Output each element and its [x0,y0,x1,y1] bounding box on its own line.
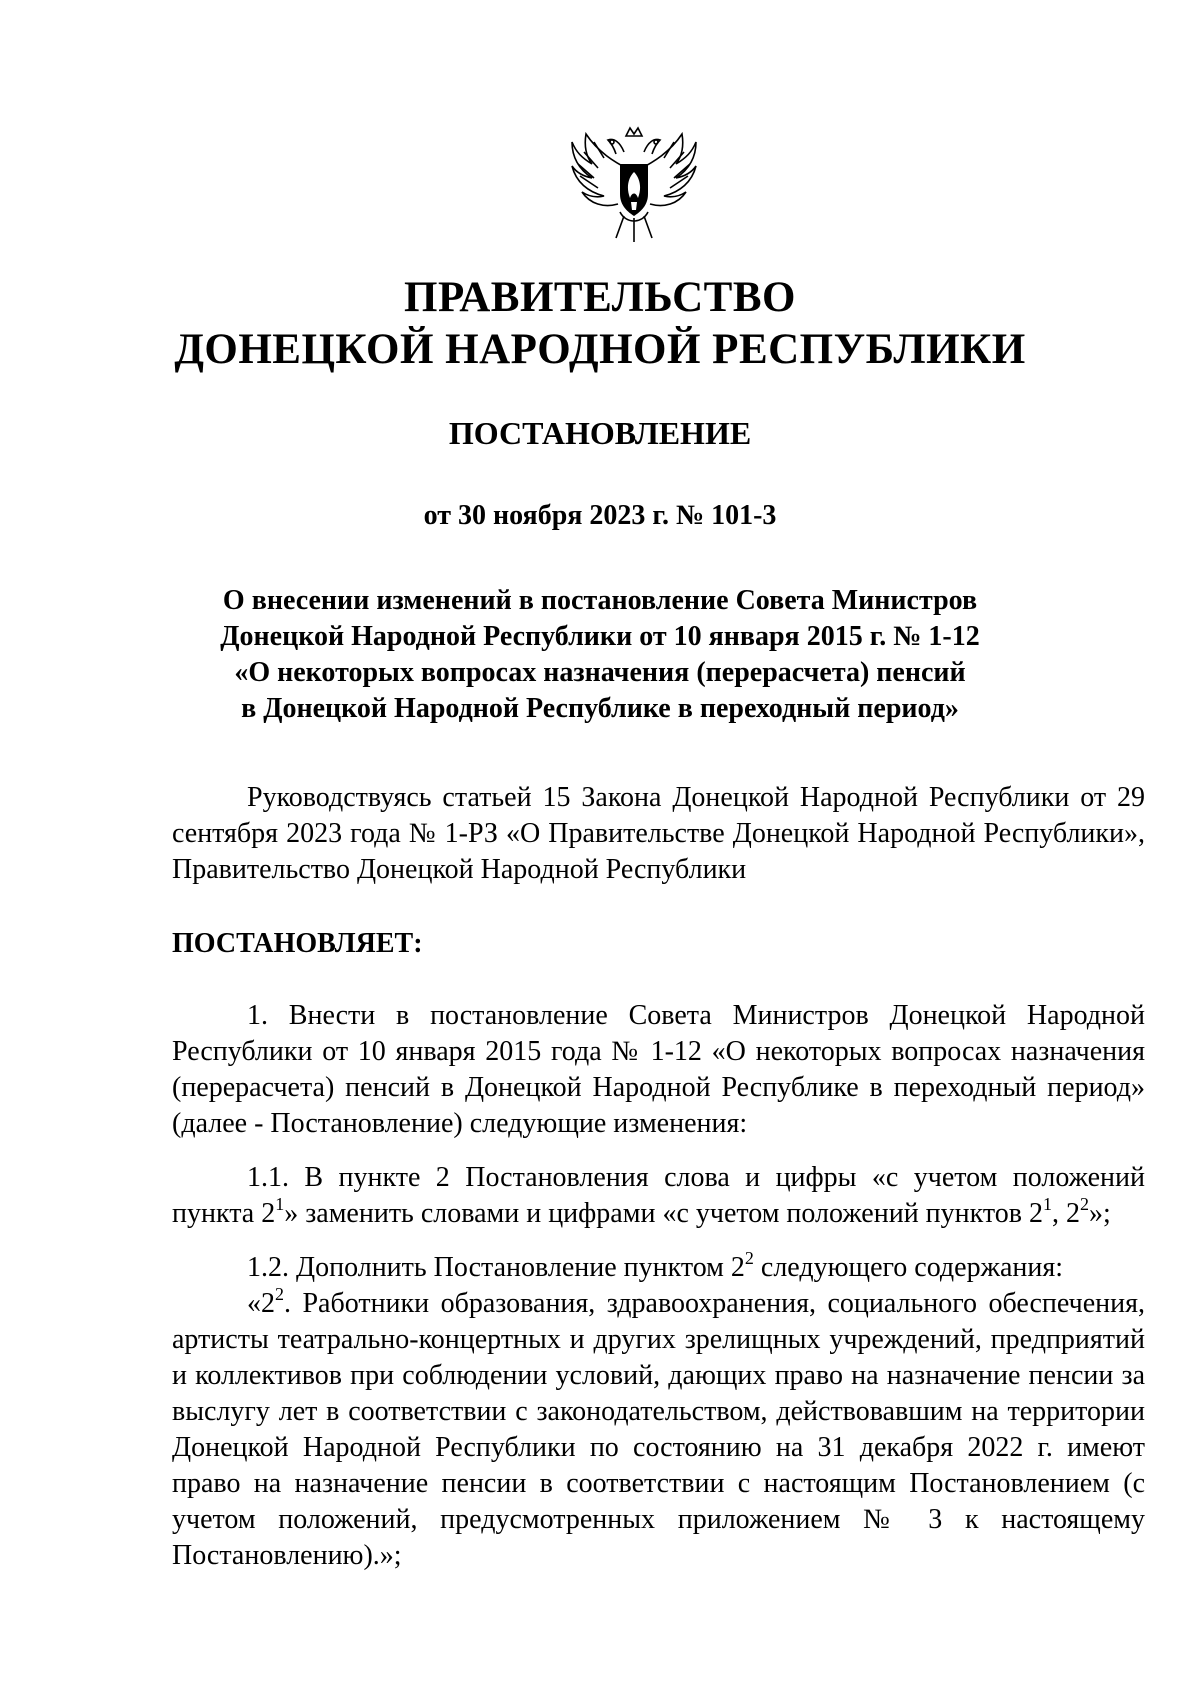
government-title-line-2: ДОНЕЦКОЙ НАРОДНОЙ РЕСПУБЛИКИ [174,326,1026,373]
paragraph-1-1-sup-c: 2 [1079,1194,1089,1214]
paragraph-1-2-intro [172,1250,1145,1286]
paragraph-2-2-quote [172,1286,1145,1574]
paragraph-1-2-sup-a: 2 [744,1248,754,1268]
quote-text: . Работники образования, здравоохранения, социального обеспечения, артисты театрально-концертных и других зрелищных учреждений, предприятий и коллективов при соблюдении условий, дающих право на назначение пенсии за выслугу лет в соответствии с законодательством, действовавшим на территории Донецкой Народной Республики по состоянию на 31 декабря 2022 г. имеют право на назначение пенсии в соответствии с настоящим Постановлением (с учетом положений, предусмотренных приложением № 3 к настоящему Постановлению).»; [172,1288,1145,1571]
subject-line-2: Донецкой Народной Республики от 10 января 2015 г. № 1-12 [220,621,980,652]
paragraph-1-1-sup-a: 1 [275,1194,285,1214]
document-type: ПОСТАНОВЛЕНИЕ [448,415,752,451]
subject-line-1: О внесении изменений в постановление Совета Министров [222,585,978,616]
document-subject [0,583,1200,727]
paragraph-1-1-text-a: 1.1. В пункте 2 Постановления слова и цифры «с учетом положений пункта 2 [172,1162,1145,1229]
coat-of-arms-emblem [564,112,704,252]
paragraph-1-2 [172,1250,1145,1574]
government-title-line-1: ПРАВИТЕЛЬСТВО [404,274,796,321]
subject-line-3: «О некоторых вопросах назначения (перерасчета) пенсий [234,657,966,688]
paragraph-1-1-sup-b: 1 [1042,1194,1052,1214]
decree-heading: ПОСТАНОВЛЯЕТ: [172,928,423,959]
preamble-paragraph: Руководствуясь статьей 15 Закона Донецкой Народной Республики от 29 сентября 2023 года № 1-РЗ «О Правительстве Донецкой Народной Республики», Правительство Донецкой Народной Республики [172,782,1145,885]
paragraph-1-2-text-a: 1.2. Дополнить Постановление пунктом 2 [247,1252,745,1283]
paragraph-1-1-text-d: »; [1088,1198,1111,1229]
paragraph-1-1-text-c: , 2 [1051,1198,1080,1229]
document-date-number: от 30 ноября 2023 г. № 101-3 [423,500,777,531]
government-title [0,272,1200,376]
paragraph-1: 1. Внести в постановление Совета Министров Донецкой Народной Республики от 10 января 2015 года № 1-12 «О некоторых вопросах назначения (перерасчета) пенсий в Донецкой Народной Республике в переходный период» (далее - Постановление) следующие изменения: [172,1000,1145,1139]
paragraph-1-1-text-b: » заменить словами и цифрами «с учетом положений пунктов 2 [284,1198,1043,1229]
subject-line-4: в Донецкой Народной Республике в переходный период» [241,693,959,724]
paragraph-1-1 [172,1160,1145,1232]
quote-sup: 2 [275,1284,284,1304]
paragraph-1-2-text-b: следующего содержания: [753,1252,1063,1283]
quote-open: «2 [247,1288,275,1319]
